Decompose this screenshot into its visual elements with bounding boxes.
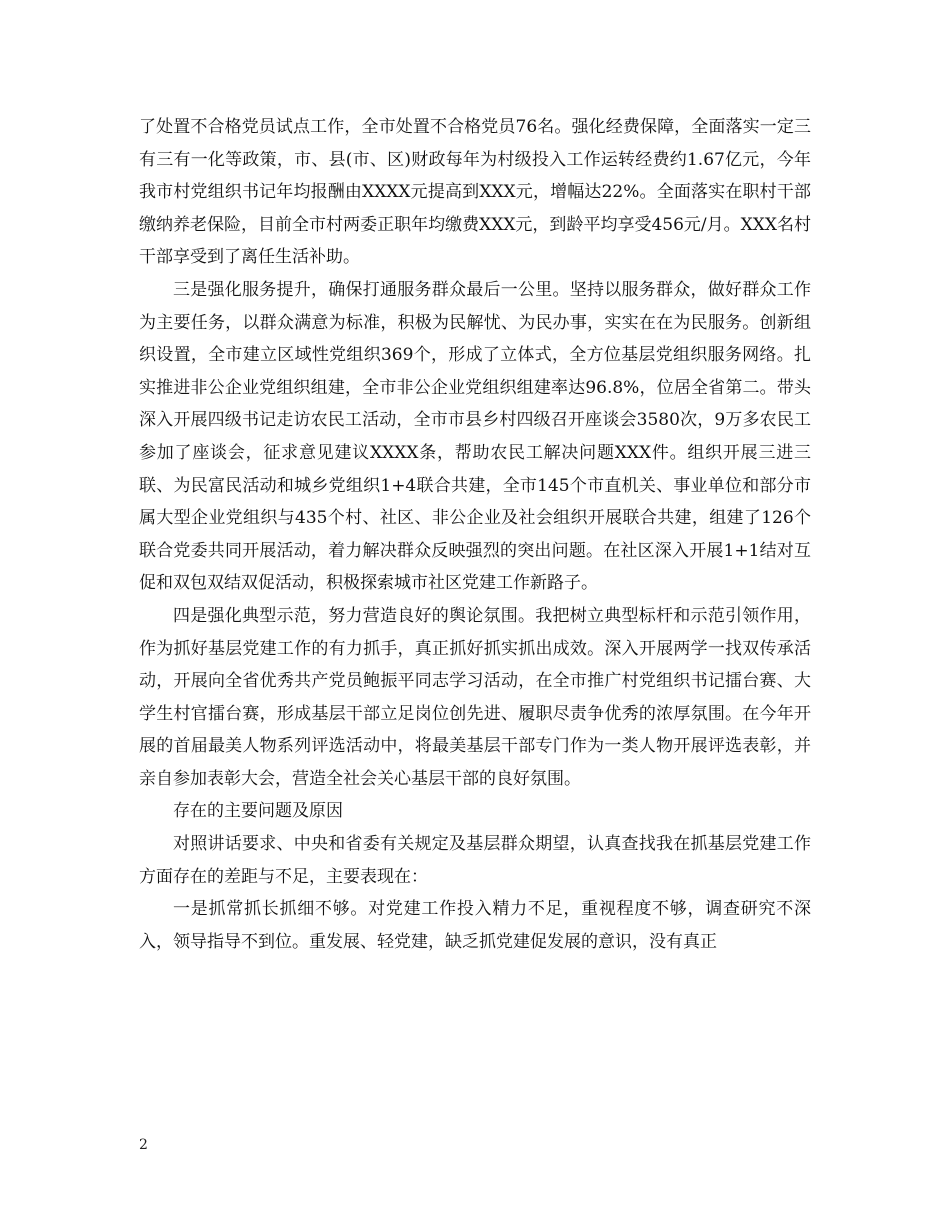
section-heading: 存在的主要问题及原因	[173, 801, 343, 822]
paragraph-4: 对照讲话要求、中央和省委有关规定及基层群众期望，认真查找我在抓基层党建工作方面存在的差距与不足，主要表现在：	[139, 834, 811, 887]
paragraph-2: 三是强化服务提升，确保打通服务群众最后一公里。坚持以服务群众，做好群众工作为主要任务，以群众满意为标准，积极为民解忧、为民办事，实实在在为民服务。创新组织设置，全市建立区域性党组织369个，形成了立体式，全方位基层党组织服务网络。扎实推进非公企业党组织组建，全市非公企业党组织组建率达96.8%，位居全省第二。带头深入开展四级书记走访农民工活动，全市市县乡村四级召开座谈会3580次，9万多农民工参加了座谈会，征求意见建议XXXX条，帮助农民工解决问题XXX件。组织开展三进三联、为民富民活动和城乡党组织1+4联合共建，全市145个市直机关、事业单位和部分市属大型企业党组织与435个村、社区、非公企业及社会组织开展联合共建，组建了126个联合党委共同开展活动，着力解决群众反映强烈的突出问题。在社区深入开展1+1结对互促和双包双结双促活动，积极探索城市社区党建工作新路子。	[139, 279, 811, 594]
paragraph-3: 四是强化典型示范，努力营造良好的舆论氛围。我把树立典型标杆和示范引领作用，作为抓好基层党建工作的有力抓手，真正抓好抓实抓出成效。深入开展两学一找双传承活动，开展向全省优秀共产党员鲍振平同志学习活动，在全市推广村党组织书记擂台赛、大学生村官擂台赛，形成基层干部立足岗位创先进、履职尽责争优秀的浓厚氛围。在今年开展的首届最美人物系列评选活动中，将最美基层干部专门作为一类人物开展评选表彰，并亲自参加表彰大会，营造全社会关心基层干部的良好氛围。	[139, 605, 811, 789]
paragraph-5: 一是抓常抓长抓细不够。对党建工作投入精力不足，重视程度不够，调查研究不深入，领导指导不到位。重发展、轻党建，缺乏抓党建促发展的意识，没有真正	[139, 899, 811, 952]
document-body	[139, 111, 811, 958]
paragraph-1: 了处置不合格党员试点工作，全市处置不合格党员76名。强化经费保障，全面落实一定三有三有一化等政策，市、县(市、区)财政每年为村级投入工作运转经费约1.67亿元，今年我市村党组织书记年均报酬由XXXX元提高到XXX元，增幅达22%。全面落实在职村干部缴纳养老保险，目前全市村两委正职年均缴费XXX元，到龄平均享受456元/月。XXX名村干部享受到了离任生活补助。	[139, 117, 811, 268]
page-number: 2	[139, 1137, 148, 1153]
